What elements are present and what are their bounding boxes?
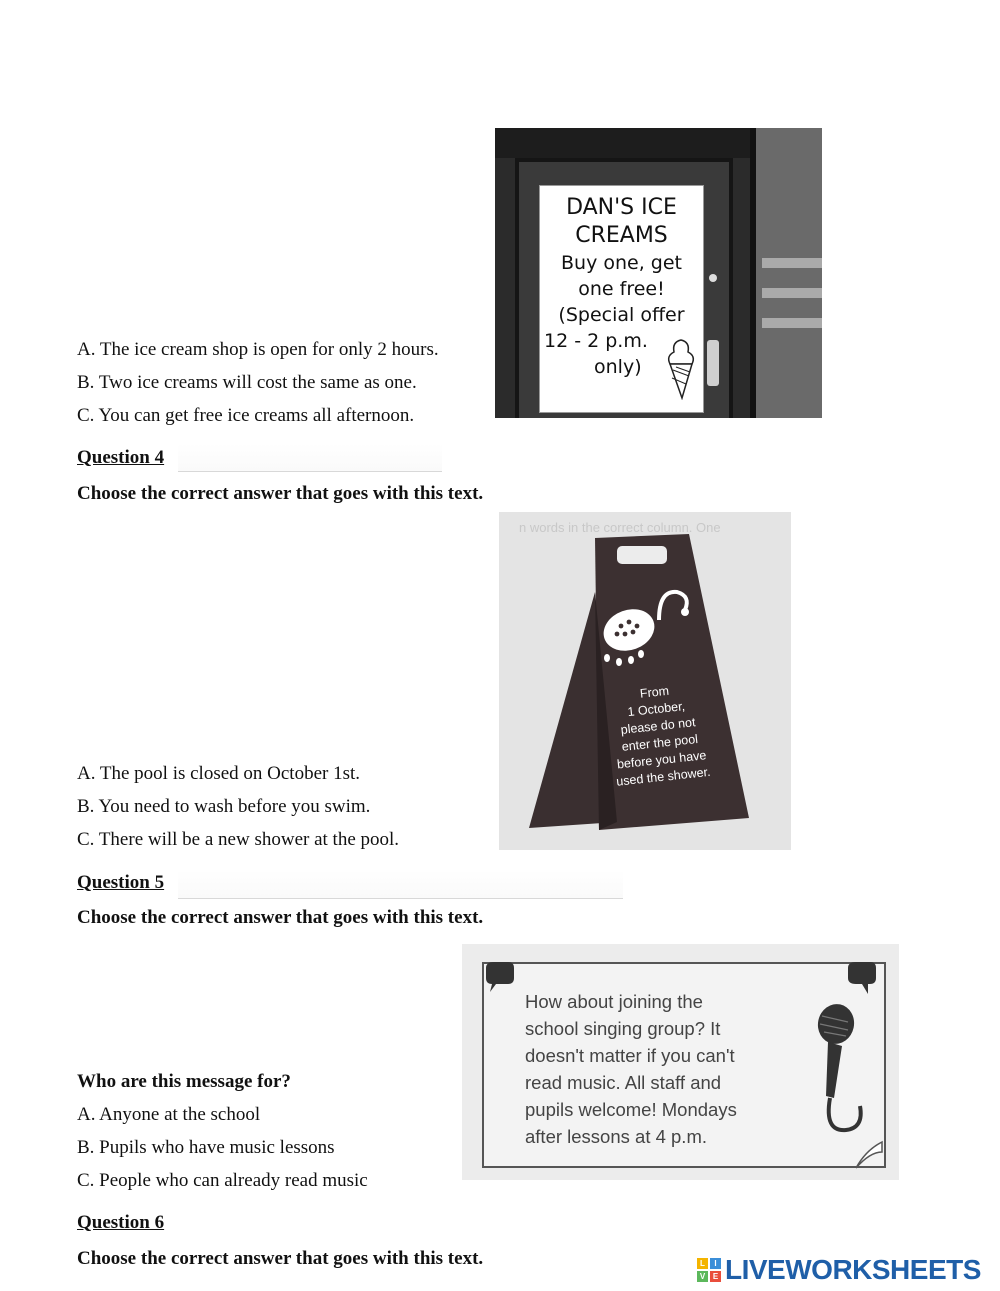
background-print-text: n words in the correct column. One	[519, 520, 721, 535]
message-line: after lessons at 4 p.m.	[525, 1126, 708, 1147]
wet-floor-stand	[499, 512, 791, 850]
window-shelf	[762, 288, 822, 298]
logo-tile: E	[710, 1271, 721, 1282]
speech-bubble-icon	[480, 960, 520, 1000]
question-4-answer-field[interactable]	[178, 443, 442, 472]
sign-line-4: 12 - 2 p.m.	[544, 330, 648, 352]
speech-bubble-icon	[842, 960, 882, 1000]
question-6-instruction: Choose the correct answer that goes with this text.	[77, 1248, 484, 1269]
message-line: school singing group? It	[525, 1018, 721, 1039]
logo-mark-icon	[697, 1258, 721, 1282]
question-5-answer-field[interactable]	[178, 870, 623, 899]
q3-option-c[interactable]: C. You can get free ice creams all afternoon.	[77, 405, 415, 426]
q4-option-b[interactable]: B. You need to wash before you swim.	[77, 796, 371, 817]
question-6-heading: Question 6	[77, 1212, 165, 1233]
question-5-heading: Question 5	[77, 872, 165, 893]
door-handle	[707, 340, 719, 386]
question-4-heading: Question 4	[77, 447, 165, 468]
q3-option-a[interactable]: A. The ice cream shop is open for only 2 hours.	[77, 339, 439, 360]
window-shelf	[762, 258, 822, 268]
q4-option-a[interactable]: A. The pool is closed on October 1st.	[77, 763, 361, 784]
question-5-prompt: Who are this message for?	[77, 1071, 291, 1092]
page-curl	[852, 1140, 886, 1170]
pool-sign-line: 1 October,	[626, 699, 686, 720]
pool-sign-line: please do not	[620, 715, 697, 737]
singing-group-message	[525, 988, 815, 1150]
ice-cream-shop-sign-image	[495, 128, 822, 418]
pool-sign-line: From	[639, 683, 670, 701]
pool-sign-line: enter the pool	[621, 731, 699, 754]
message-line: pupils welcome! Mondays	[525, 1099, 737, 1120]
sign-title-2: CREAMS	[575, 223, 668, 248]
liveworksheets-logo[interactable]	[697, 1253, 981, 1287]
ice-cream-cone-icon	[664, 334, 698, 400]
logo-tile: L	[697, 1258, 708, 1269]
message-line: read music. All staff and	[525, 1072, 722, 1093]
pool-sign-text	[594, 678, 724, 792]
shop-window	[750, 128, 822, 418]
logo-tile: I	[710, 1258, 721, 1269]
q3-option-b[interactable]: B. Two ice creams will cost the same as one.	[77, 372, 417, 393]
shower-head-icon	[599, 582, 699, 672]
pool-shower-sign-image	[499, 512, 791, 850]
q4-option-c[interactable]: C. There will be a new shower at the pool.	[77, 829, 400, 850]
sign-line-3: (Special offer	[558, 304, 685, 326]
q5-option-c[interactable]: C. People who can already read music	[77, 1170, 368, 1191]
sign-line-1: Buy one, get	[561, 252, 682, 274]
question-4-instruction: Choose the correct answer that goes with this text.	[77, 483, 484, 504]
question-5-instruction: Choose the correct answer that goes with this text.	[77, 907, 484, 928]
message-line: How about joining the	[525, 991, 703, 1012]
sign-line-2: one free!	[578, 278, 665, 300]
sign-title-1: DAN'S ICE	[566, 195, 677, 220]
message-line: doesn't matter if you can't	[525, 1045, 735, 1066]
pool-sign-line: used the shower.	[615, 764, 712, 789]
ice-cream-sign	[539, 185, 704, 413]
logo-tile: V	[697, 1271, 708, 1282]
singing-group-message-image	[462, 944, 899, 1180]
microphone-icon	[802, 1002, 872, 1152]
pool-sign-line: before you have	[616, 748, 707, 772]
logo-text: LIVEWORKSHEETS	[725, 1254, 981, 1285]
q5-option-b[interactable]: B. Pupils who have music lessons	[77, 1137, 335, 1158]
q5-option-a[interactable]: A. Anyone at the school	[77, 1104, 261, 1125]
door-lock	[709, 274, 717, 282]
sign-line-5: only)	[594, 356, 642, 378]
window-shelf	[762, 318, 822, 328]
